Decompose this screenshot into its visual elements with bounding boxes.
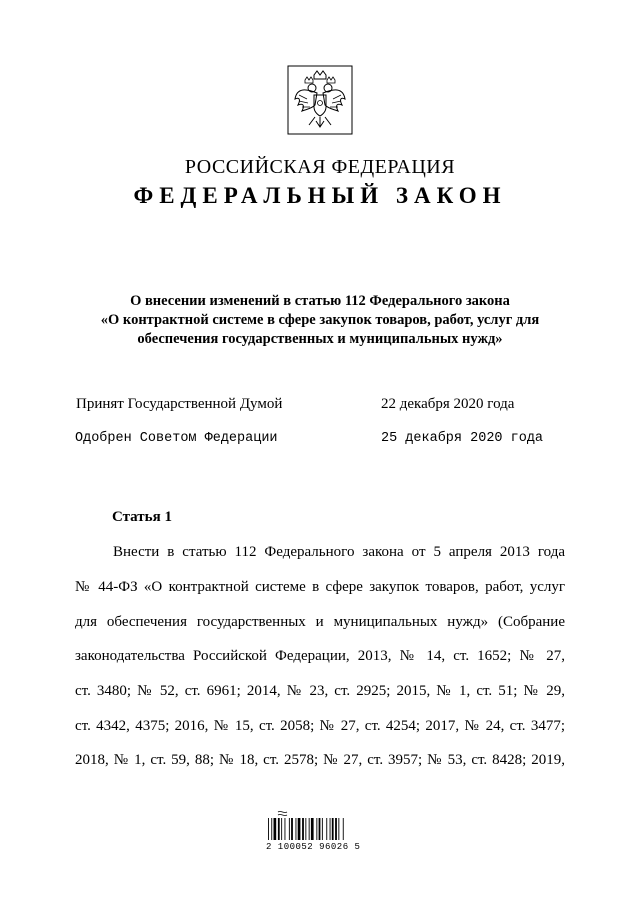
barcode-bar (298, 818, 301, 840)
law-title (60, 292, 580, 349)
barcode-bar (322, 818, 323, 840)
title-line: «О контрактной системе в сфере закупок товаров, работ, услуг для (100, 312, 540, 328)
coat-of-arms-icon (287, 65, 353, 135)
barcode-bar (343, 818, 344, 840)
document-type: ФЕДЕРАЛЬНЫЙ ЗАКОН (133, 183, 507, 208)
article-line: 2018, № 1, ст. 59, 88; № 18, ст. 2578; № 27, ст. 3957; № 53, ст. 8428; 2019, (75, 752, 565, 768)
article-heading: Статья 1 (112, 509, 172, 525)
barcode-bar (291, 818, 293, 840)
barcode-bar (271, 818, 272, 840)
duma-label: Принят Государственной Думой (76, 396, 283, 412)
barcode-bar (319, 818, 321, 840)
barcode-bar (305, 818, 306, 840)
barcode-bar (278, 818, 280, 840)
article-line: Внести в статью 112 Федерального закона от 5 апреля 2013 года (113, 544, 565, 560)
article-line: ст. 4342, 4375; 2016, № 15, ст. 2058; № 27, ст. 4254; 2017, № 24, ст. 3477; (75, 718, 565, 734)
barcode-bar (302, 818, 304, 840)
barcode-bar (281, 818, 282, 840)
barcode-bar (332, 818, 334, 840)
barcode-bar (296, 818, 297, 840)
article-line: для обеспечения государственных и муниципальных нужд» (Собрание (75, 614, 565, 630)
barcode-bar (335, 818, 337, 840)
council-label: Одобрен Советом Федерации (75, 431, 278, 446)
barcode-number: 2 100052 96026 5 (266, 842, 361, 852)
article-line: законодательства Российской Федерации, 2013, № 14, ст. 1652; № 27, (75, 648, 565, 664)
duma-date: 22 декабря 2020 года (381, 396, 515, 412)
barcode-bar (285, 818, 286, 840)
country-name: РОССИЙСКАЯ ФЕДЕРАЦИЯ (184, 156, 456, 178)
barcode-bar (289, 818, 290, 840)
barcode-bar (311, 818, 314, 840)
article-line: ст. 3480; № 52, ст. 6961; 2014, № 23, ст. 2925; 2015, № 1, ст. 51; № 29, (75, 683, 565, 699)
barcode-bar (338, 818, 339, 840)
barcode-bar (316, 818, 317, 840)
barcode-bar (330, 818, 331, 840)
article-line: № 44-ФЗ «О контрактной системе в сфере закупок товаров, работ, услуг (75, 579, 565, 595)
barcode-bar (274, 818, 277, 840)
title-line: О внесении изменений в статью 112 Федерального закона (130, 293, 510, 309)
barcode-bar (268, 818, 269, 840)
title-line: обеспечения государственных и муниципальных нужд» (137, 331, 503, 347)
barcode-bar (326, 818, 327, 840)
barcode-bar (309, 818, 310, 840)
council-date: 25 декабря 2020 года (381, 431, 544, 446)
